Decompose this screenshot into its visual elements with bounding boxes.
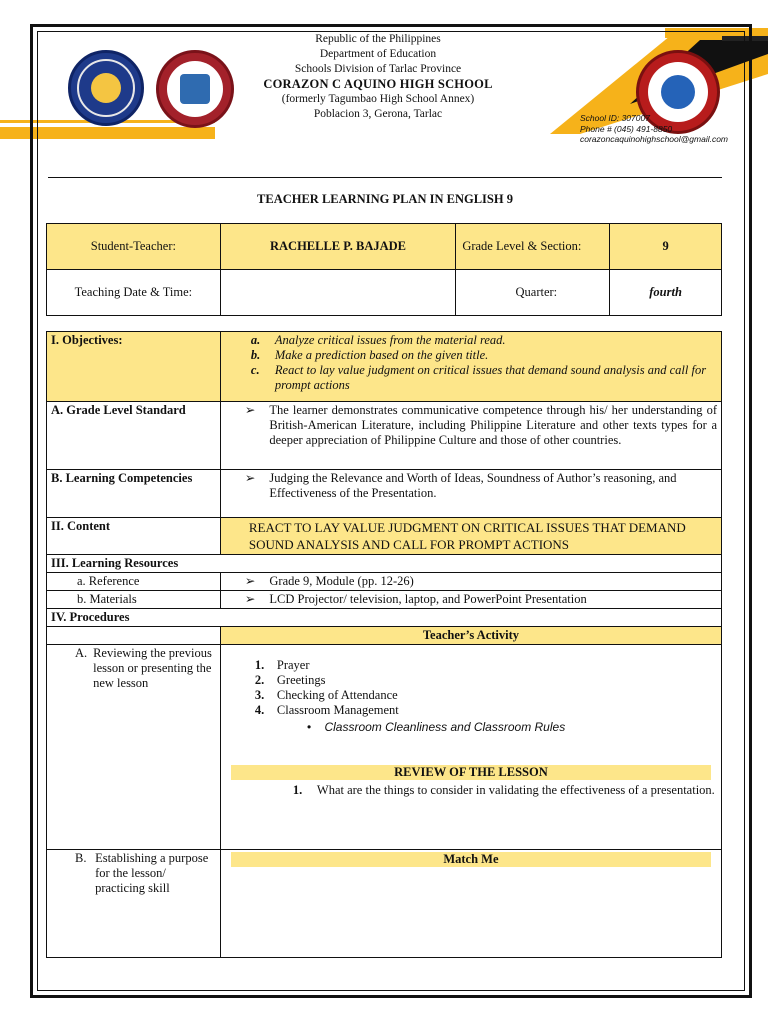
letterhead-line: (formerly Tagumbao High School Annex) xyxy=(281,93,475,105)
objective-item: b. Make a prediction based on the given title. xyxy=(250,348,489,362)
grade-standard-label: A. Grade Level Standard xyxy=(47,402,221,470)
teaching-date-value xyxy=(220,270,456,316)
school-email: corazoncaquinohighschool@gmail.com xyxy=(580,134,729,144)
procedures-blank-cell xyxy=(47,627,221,645)
routine-item: 1. Prayer xyxy=(254,658,310,672)
classroom-rules-bullet: • Classroom Cleanliness and Classroom Rules xyxy=(306,720,566,734)
review-question: 1. What are the things to consider in validating the effectiveness of a presentation. xyxy=(292,783,715,797)
grade-standard-cell xyxy=(220,402,721,470)
student-teacher-value: RACHELLE P. BAJADE xyxy=(220,224,456,270)
letterhead xyxy=(240,32,516,122)
content-label: II. Content xyxy=(47,518,221,555)
match-me-header: Match Me xyxy=(231,852,711,867)
reference-cell xyxy=(220,573,721,591)
materials-value: LCD Projector/ television, laptop, and PowerPoint Presentation xyxy=(269,592,587,606)
letterhead-line: Poblacion 3, Gerona, Tarlac xyxy=(313,108,443,120)
tarlac-division-seal-logo xyxy=(156,50,234,128)
opening-routine-list xyxy=(225,658,717,718)
learning-plan-table xyxy=(46,331,722,958)
school-name: CORAZON C AQUINO HIGH SCHOOL xyxy=(263,77,493,91)
procedure-b-cell xyxy=(220,850,721,958)
routine-item: 2. Greetings xyxy=(254,673,326,687)
routine-item: 4. Classroom Management xyxy=(254,703,399,717)
info-table xyxy=(46,223,722,316)
procedure-a-marker: A. xyxy=(75,646,88,660)
procedure-a-label: Reviewing the previous lesson or presenting the new lesson xyxy=(93,646,212,690)
school-id: School ID: 307007 xyxy=(580,113,650,123)
letterhead-line: Schools Division of Tarlac Province xyxy=(294,63,462,75)
routine-item: 3. Checking of Attendance xyxy=(254,688,398,702)
procedure-b-marker: B. xyxy=(75,851,87,865)
materials-label: b. Materials xyxy=(47,591,221,609)
quarter-value: fourth xyxy=(610,270,722,316)
competencies-text: Judging the Relevance and Worth of Ideas, Soundness of Author’s reasoning, and Effectiveness of the Presentation. xyxy=(269,471,677,500)
objectives-list xyxy=(220,332,721,402)
student-teacher-label: Student-Teacher: xyxy=(47,224,221,270)
school-contact xyxy=(580,113,728,145)
grade-level-label: Grade Level & Section: xyxy=(456,224,610,270)
grade-standard-text: The learner demonstrates communicative competence through his/ her understanding of British-American Literature, including Philippine Literature and other texts types for a deeper appreciation of Philippine Culture and those of other countries. xyxy=(269,403,717,447)
arrow-bullet-icon: ➢ xyxy=(244,592,256,606)
arrow-bullet-icon: ➢ xyxy=(244,403,256,417)
procedures-label: IV. Procedures xyxy=(47,609,722,627)
letterhead-line: Republic of the Philippines xyxy=(315,33,441,45)
procedure-a-label-cell xyxy=(47,645,221,850)
quarter-label: Quarter: xyxy=(456,270,610,316)
school-phone: Phone # (045) 491-8850 xyxy=(580,123,673,134)
arrow-bullet-icon: ➢ xyxy=(244,574,256,588)
competencies-cell xyxy=(220,470,721,518)
arrow-bullet-icon: ➢ xyxy=(244,471,256,485)
procedure-a-cell xyxy=(220,645,721,850)
content-text: REACT TO LAY VALUE JUDGMENT ON CRITICAL ISSUES THAT DEMAND SOUND ANALYSIS AND CALL FOR PROMPT ACTIONS xyxy=(220,518,721,555)
teaching-date-label: Teaching Date & Time: xyxy=(47,270,221,316)
resources-label: III. Learning Resources xyxy=(47,555,722,573)
competencies-label: B. Learning Competencies xyxy=(47,470,221,518)
procedure-b-label: Establishing a purpose for the lesson/ practicing skill xyxy=(95,851,209,895)
teacher-activity-header: Teacher’s Activity xyxy=(220,627,721,645)
letterhead-line: Department of Education xyxy=(319,48,437,60)
objective-item: a. Analyze critical issues from the material read. xyxy=(250,333,506,347)
review-header: REVIEW OF THE LESSON xyxy=(231,765,711,780)
reference-label: a. Reference xyxy=(47,573,221,591)
grade-level-value: 9 xyxy=(610,224,722,270)
procedure-b-label-cell xyxy=(47,850,221,958)
document-title: TEACHER LEARNING PLAN IN ENGLISH 9 xyxy=(257,192,513,206)
bullet-icon: • xyxy=(306,720,325,734)
deped-seal-logo xyxy=(68,50,144,126)
reference-value: Grade 9, Module (pp. 12-26) xyxy=(269,574,414,588)
materials-cell xyxy=(220,591,721,609)
header-divider xyxy=(48,177,722,178)
objective-item: c. React to lay value judgment on critical issues that demand sound analysis and call for prompt actions xyxy=(250,363,707,392)
objectives-label: I. Objectives: xyxy=(47,332,221,402)
